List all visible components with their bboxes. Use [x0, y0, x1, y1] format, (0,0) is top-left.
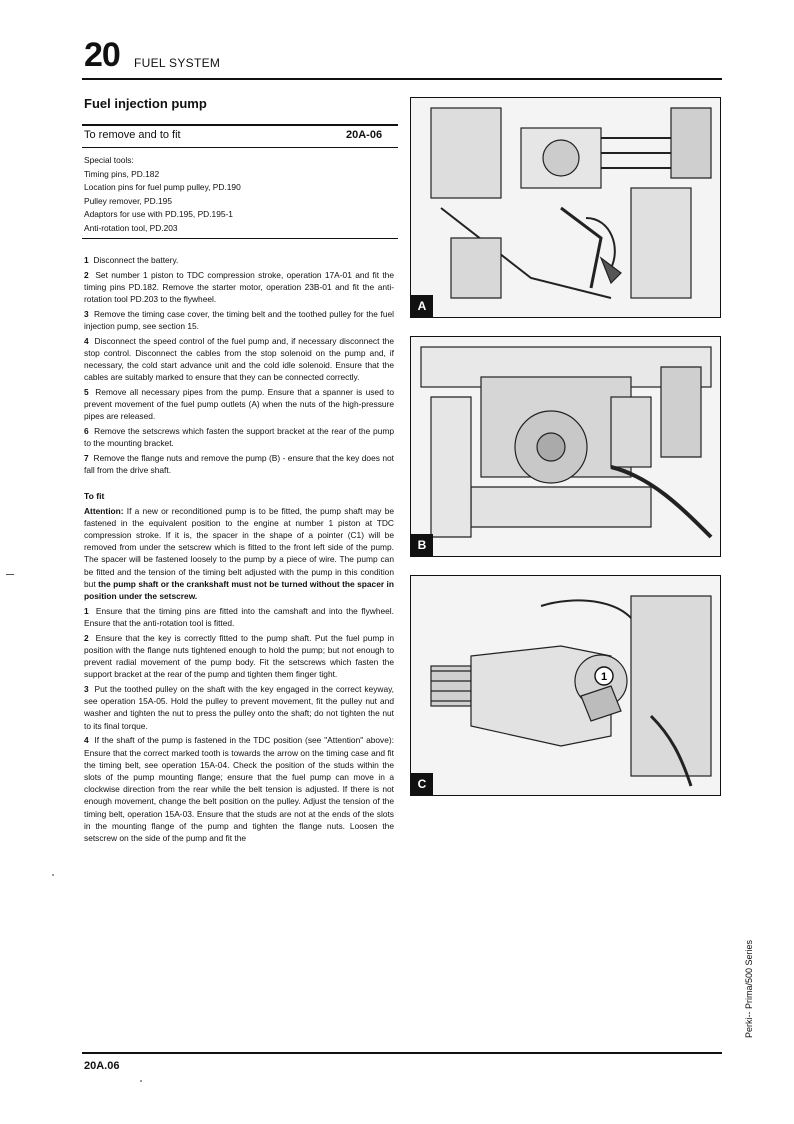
- header-rule: [82, 78, 722, 80]
- special-tools: [84, 154, 241, 236]
- operation-code: 20A-06: [346, 129, 383, 141]
- figure-b: [410, 336, 721, 557]
- body-column: [84, 254, 394, 847]
- footer-rule: [82, 1052, 722, 1054]
- remove-step: 7 Remove the flange nuts and remove the pump (B) - ensure that the key does not fall from the drive shaft.: [84, 453, 394, 476]
- footer-page-code: 20A.06: [84, 1060, 120, 1072]
- fit-step: 2 Ensure that the key is correctly fitted to the pump shaft. Put the fuel pump in position with the flange nuts tightened enough to hold the pump; but not enough to prevent radial movement of the pump body. Fit the setscrews which fasten the support bracket at the rear of the pump and tighten them finger tight.: [84, 632, 394, 680]
- callout-number: 1: [600, 671, 608, 683]
- figure-c: [410, 575, 721, 796]
- figure-a: [410, 97, 721, 318]
- figure-a-illustration: [411, 98, 720, 317]
- remove-step: 5 Remove all necessary pipes from the pump. Ensure that a spanner is used to prevent movement of the fuel pump outlets (A) when the nuts of the high-pressure pipes are released.: [84, 387, 395, 422]
- fit-step: 1 Ensure that the timing pins are fitted into the camshaft and into the flywheel. Ensure that the anti-rotation tool is fitted.: [84, 605, 394, 628]
- fit-step: 4 If the shaft of the pump is fastened in the TDC position (see "Attention" above): Ensure that the correct marked tooth is towards the arrow on the timing case and fit the timing belt, see operation 15A-04. Check the position of the studs within the slots of the pump mounting flange; ensure that the fuel pump can move in a clockwise direction from the rear while the belt tension is adjusted. If there is not enough movement, change the belt position on the pulley. Adjust the tension of the timing belt, operation 15A-03. Ensure that the studs are not at the ends of the slots in the mounting flange of the pump and tighten the flange nuts. Loosen the setscrew on the side of the pump and fit the: [84, 735, 395, 843]
- tool-item: Adaptors for use with PD.195, PD.195-1: [84, 209, 233, 220]
- figure-label: A: [411, 295, 433, 317]
- subsection-top-rule: [82, 124, 398, 126]
- tool-item: Timing pins, PD.182: [84, 168, 160, 179]
- special-tools-heading: Special tools:: [84, 155, 134, 165]
- series-label: Perki-- Prima/500 Series: [744, 940, 754, 1039]
- figure-c-illustration: [411, 576, 720, 795]
- figure-b-illustration: [411, 337, 720, 556]
- remove-step: 2 Set number 1 piston to TDC compression stroke, operation 17A-01 and fit the timing pins PD.182. Remove the starter motor, operation 23B-01 and fit the anti-rotation tool PD.203 to the flywheel.: [84, 269, 394, 305]
- subsection-title: To remove and to fit: [84, 129, 181, 141]
- chapter-title: FUEL SYSTEM: [134, 56, 221, 70]
- attention-note: Attention: If a new or reconditioned pump is to be fitted, the pump shaft may be fastened in the equivalent position to the engine at number 1 piston at TDC compression stroke. If it is, the spacer in the shape of a pointer (C1) will be removed from under the setscrew which is fitted to the front left side of the pump. The spacer will be fastened loosely to the pump by a piece of wire. The pump can be fitted and the tension of the timing belt adjusted with the pump in this condition but the pump shaft or the crankshaft must not be turned without the spacer in position under the setscrew.: [84, 505, 395, 602]
- to-fit-heading: To fit: [84, 491, 105, 502]
- scan-dot: [52, 874, 54, 876]
- figure-label: C: [411, 773, 433, 795]
- scan-dot: [140, 1080, 142, 1082]
- tool-item: Anti-rotation tool, PD.203: [84, 222, 178, 233]
- tool-item: Pulley remover, PD.195: [84, 195, 172, 206]
- chapter-number: 20: [84, 36, 120, 74]
- fit-step: 3 Put the toothed pulley on the shaft with the key engaged in the correct keyway, see operation 15A-05. Hold the pulley to prevent movement, fit the pulley nut and washer and tighten the nut to press the pulley onto the shaft; do not tighten the nut to its final torque.: [84, 684, 394, 731]
- tool-item: Location pins for fuel pump pulley, PD.190: [84, 182, 241, 193]
- tools-rule: [82, 238, 398, 239]
- margin-mark: [6, 574, 14, 575]
- remove-step: 1 Disconnect the battery.: [84, 255, 179, 265]
- remove-step: 6 Remove the setscrews which fasten the support bracket at the rear of the pump to the mounting bracket.: [84, 426, 395, 449]
- section-title: Fuel injection pump: [84, 96, 207, 111]
- figure-label: B: [411, 534, 433, 556]
- remove-step: 4 Disconnect the speed control of the fuel pump and, if necessary disconnect the stop control. Disconnect the cables from the stop solenoid on the pump and, if necessary, the cold start advance unit and the cold idle solenoid. Ensure that the cables are suitably marked to ensure that they can be connected correctly.: [84, 335, 394, 383]
- subsection-bottom-rule: [82, 147, 398, 148]
- remove-step: 3 Remove the timing case cover, the timing belt and the toothed pulley for the fuel injection pump, see section 15.: [84, 308, 395, 332]
